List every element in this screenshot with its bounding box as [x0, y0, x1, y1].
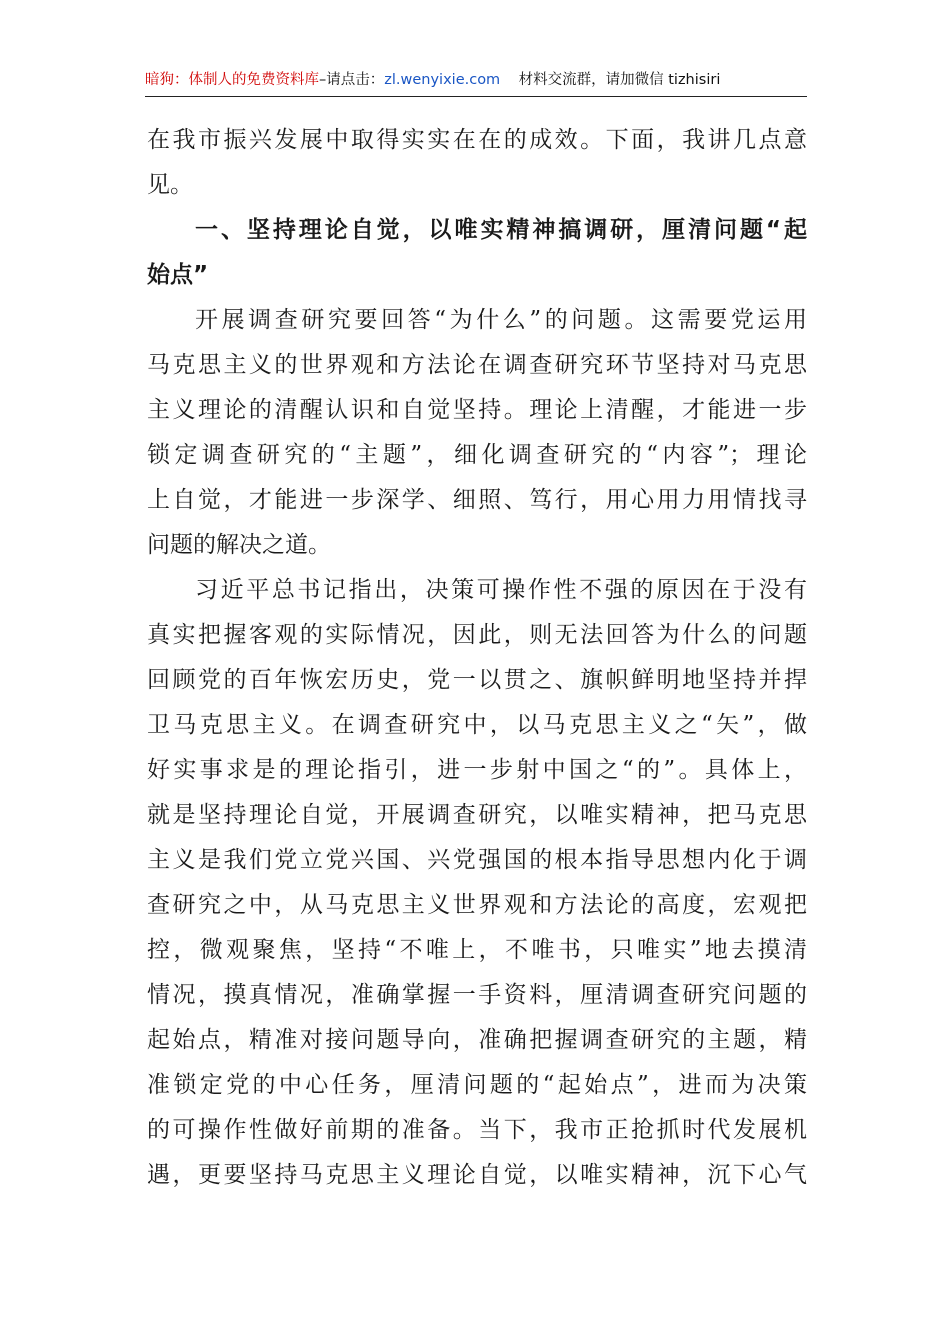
paragraph-2 [147, 568, 807, 1198]
text-line: 习近平总书记指出，决策可操作性不强的原因在于没有 [195, 577, 807, 603]
text-line: 查研究之中，从马克思主义世界观和方法论的高度，宏观把 [147, 892, 807, 918]
text-line: 开展调查研究要回答“为什么”的问题。这需要党运用 [195, 307, 807, 333]
text-line: 遇，更要坚持马克思主义理论自觉，以唯实精神，沉下心气 [147, 1162, 807, 1188]
text-line: 见。 [147, 172, 193, 198]
text-line: 马克思主义的世界观和方法论在调查研究环节坚持对马克思 [147, 352, 807, 378]
text-line: 问题的解决之道。 [147, 532, 331, 558]
text-line: 情况，摸真情况，准确掌握一手资料，厘清调查研究问题的 [147, 982, 807, 1008]
header-spacer [500, 72, 518, 88]
text-line: 在我市振兴发展中取得实实在在的成效。下面，我讲几点意 [147, 127, 807, 153]
heading-line: 一、坚持理论自觉，以唯实精神搞调研，厘清问题“起 [195, 217, 807, 243]
header-url-link[interactable]: zl.wenyixie.com [384, 72, 501, 88]
text-line: 主义是我们党立党兴国、兴党强国的根本指导思想内化于调 [147, 847, 807, 873]
header-wechat-note: 材料交流群，请加微信 tizhisiri [518, 72, 721, 88]
paragraph-1 [147, 298, 807, 568]
text-line: 准锁定党的中心任务，厘清问题的“起始点”，进而为决策 [147, 1072, 807, 1098]
text-line: 就是坚持理论自觉，开展调查研究，以唯实精神，把马克思 [147, 802, 807, 828]
text-line: 锁定调查研究的“主题”，细化调查研究的“内容”；理论 [147, 442, 807, 468]
document-body [147, 118, 807, 1198]
page-header [145, 68, 807, 97]
text-line: 主义理论的清醒认识和自觉坚持。理论上清醒，才能进一步 [147, 397, 807, 423]
text-line: 回顾党的百年恢宏历史，党一以贯之、旗帜鲜明地坚持并捍 [147, 667, 807, 693]
text-line: 好实事求是的理论指引，进一步射中国之“的”。具体上， [147, 757, 807, 783]
text-line: 起始点，精准对接问题导向，准确把握调查研究的主题，精 [147, 1027, 807, 1053]
header-click-prompt: –请点击： [319, 72, 385, 88]
text-line: 控，微观聚焦，坚持“不唯上，不唯书，只唯实”地去摸清 [147, 937, 807, 963]
intro-paragraph [147, 118, 807, 208]
section-heading [147, 208, 807, 298]
text-line: 卫马克思主义。在调查研究中，以马克思主义之“矢”，做 [147, 712, 807, 738]
header-brand: 暗狗：体制人的免费资料库 [145, 72, 319, 88]
heading-line: 始点” [147, 262, 209, 288]
text-line: 上自觉，才能进一步深学、细照、笃行，用心用力用情找寻 [147, 487, 807, 513]
text-line: 真实把握客观的实际情况，因此，则无法回答为什么的问题 [147, 622, 807, 648]
text-line: 的可操作性做好前期的准备。当下，我市正抢抓时代发展机 [147, 1117, 807, 1143]
